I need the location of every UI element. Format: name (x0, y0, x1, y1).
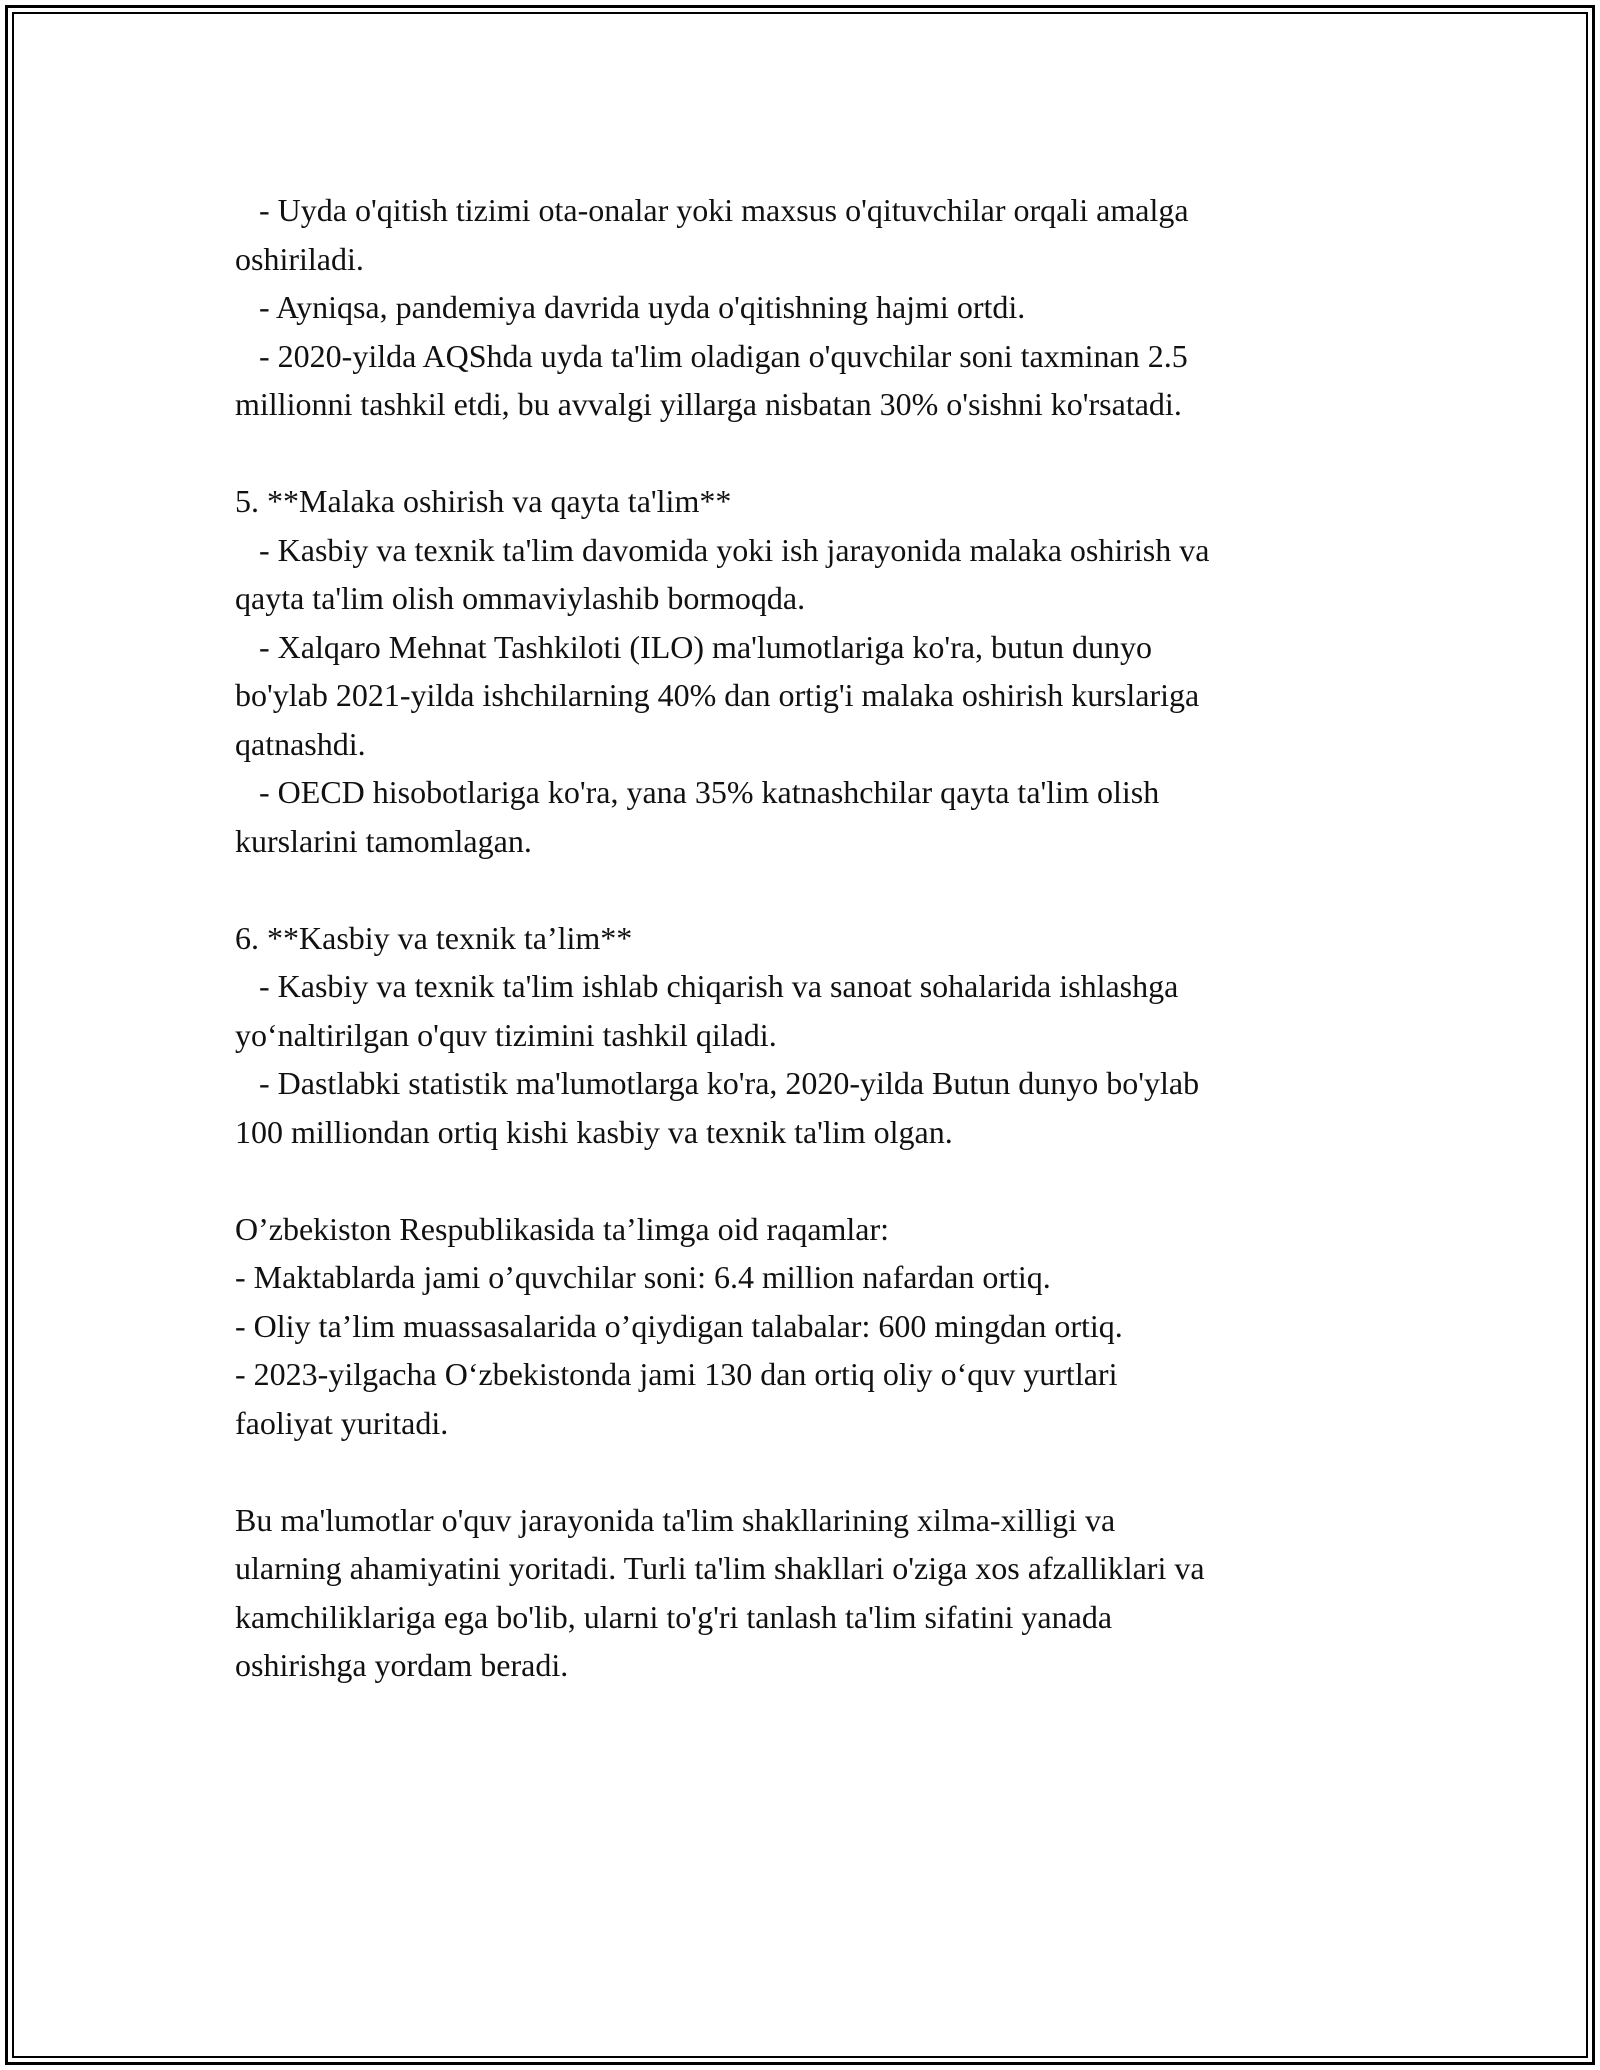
text-line: bo'ylab 2021-yilda ishchilarning 40% dan ortig'i malaka oshirish kurslariga (235, 677, 1200, 713)
text-line: Bu ma'lumotlar o'quv jarayonida ta'lim shakllarining xilma-xilligi va (235, 1501, 1116, 1538)
paragraph-spacer (235, 865, 1375, 914)
vocational-section (235, 914, 1375, 1157)
text-line: - Kasbiy va texnik ta'lim ishlab chiqarish va sanoat sohalarida ishlashga (235, 968, 1179, 1004)
uzbekistan-statistics-section (235, 1205, 1375, 1448)
text-line: - OECD hisobotlariga ko'ra, yana 35% katnashchilar qayta ta'lim olish (235, 774, 1160, 810)
retraining-section (235, 477, 1375, 865)
section-heading: 6. **Kasbiy va texnik ta’lim** (235, 919, 633, 956)
text-line: millionni tashkil etdi, bu avvalgi yillarga nisbatan 30% o'sishni ko'rsatadi. (235, 386, 1182, 422)
paragraph-spacer (235, 429, 1375, 478)
text-line: - 2023-yilgacha O‘zbekistonda jami 130 dan ortiq oliy o‘quv yurtlari (235, 1356, 1118, 1392)
text-line: yo‘naltirilgan o'quv tizimini tashkil qiladi. (235, 1016, 777, 1053)
text-line: 100 milliondan ortiq kishi kasbiy va texnik ta'lim olgan. (235, 1113, 953, 1150)
document-body (235, 186, 1375, 1690)
text-line: oshirishga yordam beradi. (235, 1647, 569, 1683)
home-schooling-section (235, 186, 1375, 429)
text-line: ularning ahamiyatini yoritadi. Turli ta'lim shakllari o'ziga xos afzalliklari va (235, 1550, 1205, 1586)
text-line: qayta ta'lim olish ommaviylashib bormoqda. (235, 580, 806, 616)
text-line: - Maktablarda jami o’quvchilar soni: 6.4 million nafardan ortiq. (235, 1259, 1051, 1295)
text-line: - Ayniqsa, pandemiya davrida uyda o'qitishning hajmi ortdi. (235, 289, 1026, 325)
text-line: - Dastlabki statistik ma'lumotlarga ko'ra, 2020-yilda Butun dunyo bo'ylab (235, 1065, 1200, 1101)
text-line: oshiriladi. (235, 240, 364, 277)
text-line: faoliyat yuritadi. (235, 1404, 449, 1441)
paragraph-spacer (235, 1447, 1375, 1496)
paragraph-spacer (235, 1156, 1375, 1205)
text-line: kurslarini tamomlagan. (235, 822, 532, 859)
text-line: - Xalqaro Mehnat Tashkiloti (ILO) ma'lumotlariga ko'ra, butun dunyo (235, 628, 1152, 665)
text-line: kamchiliklariga ega bo'lib, ularni to'g'ri tanlash ta'lim sifatini yanada (235, 1598, 1113, 1635)
text-line: - 2020-yilda AQShda uyda ta'lim oladigan o'quvchilar soni taxminan 2.5 (235, 337, 1188, 374)
section-heading: 5. **Malaka oshirish va qayta ta'lim** (235, 483, 732, 519)
text-line: - Oliy ta’lim muassasalarida o’qiydigan talabalar: 600 mingdan ortiq. (235, 1307, 1123, 1344)
text-line: - Uyda o'qitish tizimi ota-onalar yoki maxsus o'qituvchilar orqali amalga (235, 192, 1189, 228)
conclusion-paragraph (235, 1496, 1375, 1690)
text-line: - Kasbiy va texnik ta'lim davomida yoki ish jarayonida malaka oshirish va (235, 531, 1210, 568)
section-heading: O’zbekiston Respublikasida ta’limga oid raqamlar: (235, 1210, 890, 1247)
text-line: qatnashdi. (235, 725, 366, 762)
